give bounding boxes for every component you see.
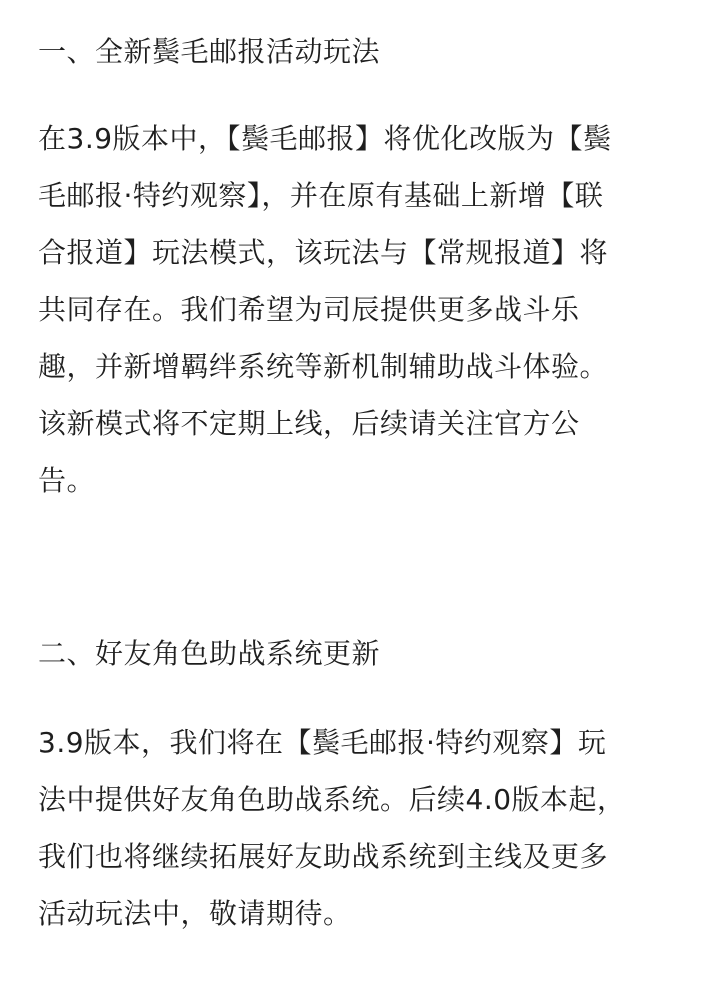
section-heading-2: 二、好友角色助战系统更新 — [38, 637, 381, 670]
paragraph-line: 合报道】玩法模式，该玩法与【常规报道】将 — [38, 236, 609, 269]
paragraph-line: 3.9版本，我们将在【鬓毛邮报·特约观察】玩 — [38, 726, 607, 759]
section-heading-1: 一、全新鬓毛邮报活动玩法 — [38, 35, 381, 68]
paragraph-line: 我们也将继续拓展好友助战系统到主线及更多 — [38, 840, 609, 873]
paragraph-line: 告。 — [38, 464, 96, 497]
section-paragraph-2 — [38, 714, 688, 942]
paragraph-line: 法中提供好友角色助战系统。后续4.0版本起， — [38, 783, 626, 816]
paragraph-line: 该新模式将不定期上线，后续请关注官方公 — [38, 407, 580, 440]
paragraph-line: 毛邮报·特约观察】，并在原有基础上新增【联 — [38, 179, 604, 212]
paragraph-line: 在3.9版本中，【鬓毛邮报】将优化改版为【鬓 — [38, 122, 612, 155]
paragraph-line: 活动玩法中，敬请期待。 — [38, 897, 352, 930]
paragraph-line: 共同存在。我们希望为司辰提供更多战斗乐 — [38, 293, 580, 326]
section-paragraph-1 — [38, 110, 688, 509]
paragraph-line: 趣，并新增羁绊系统等新机制辅助战斗体验。 — [38, 350, 609, 383]
